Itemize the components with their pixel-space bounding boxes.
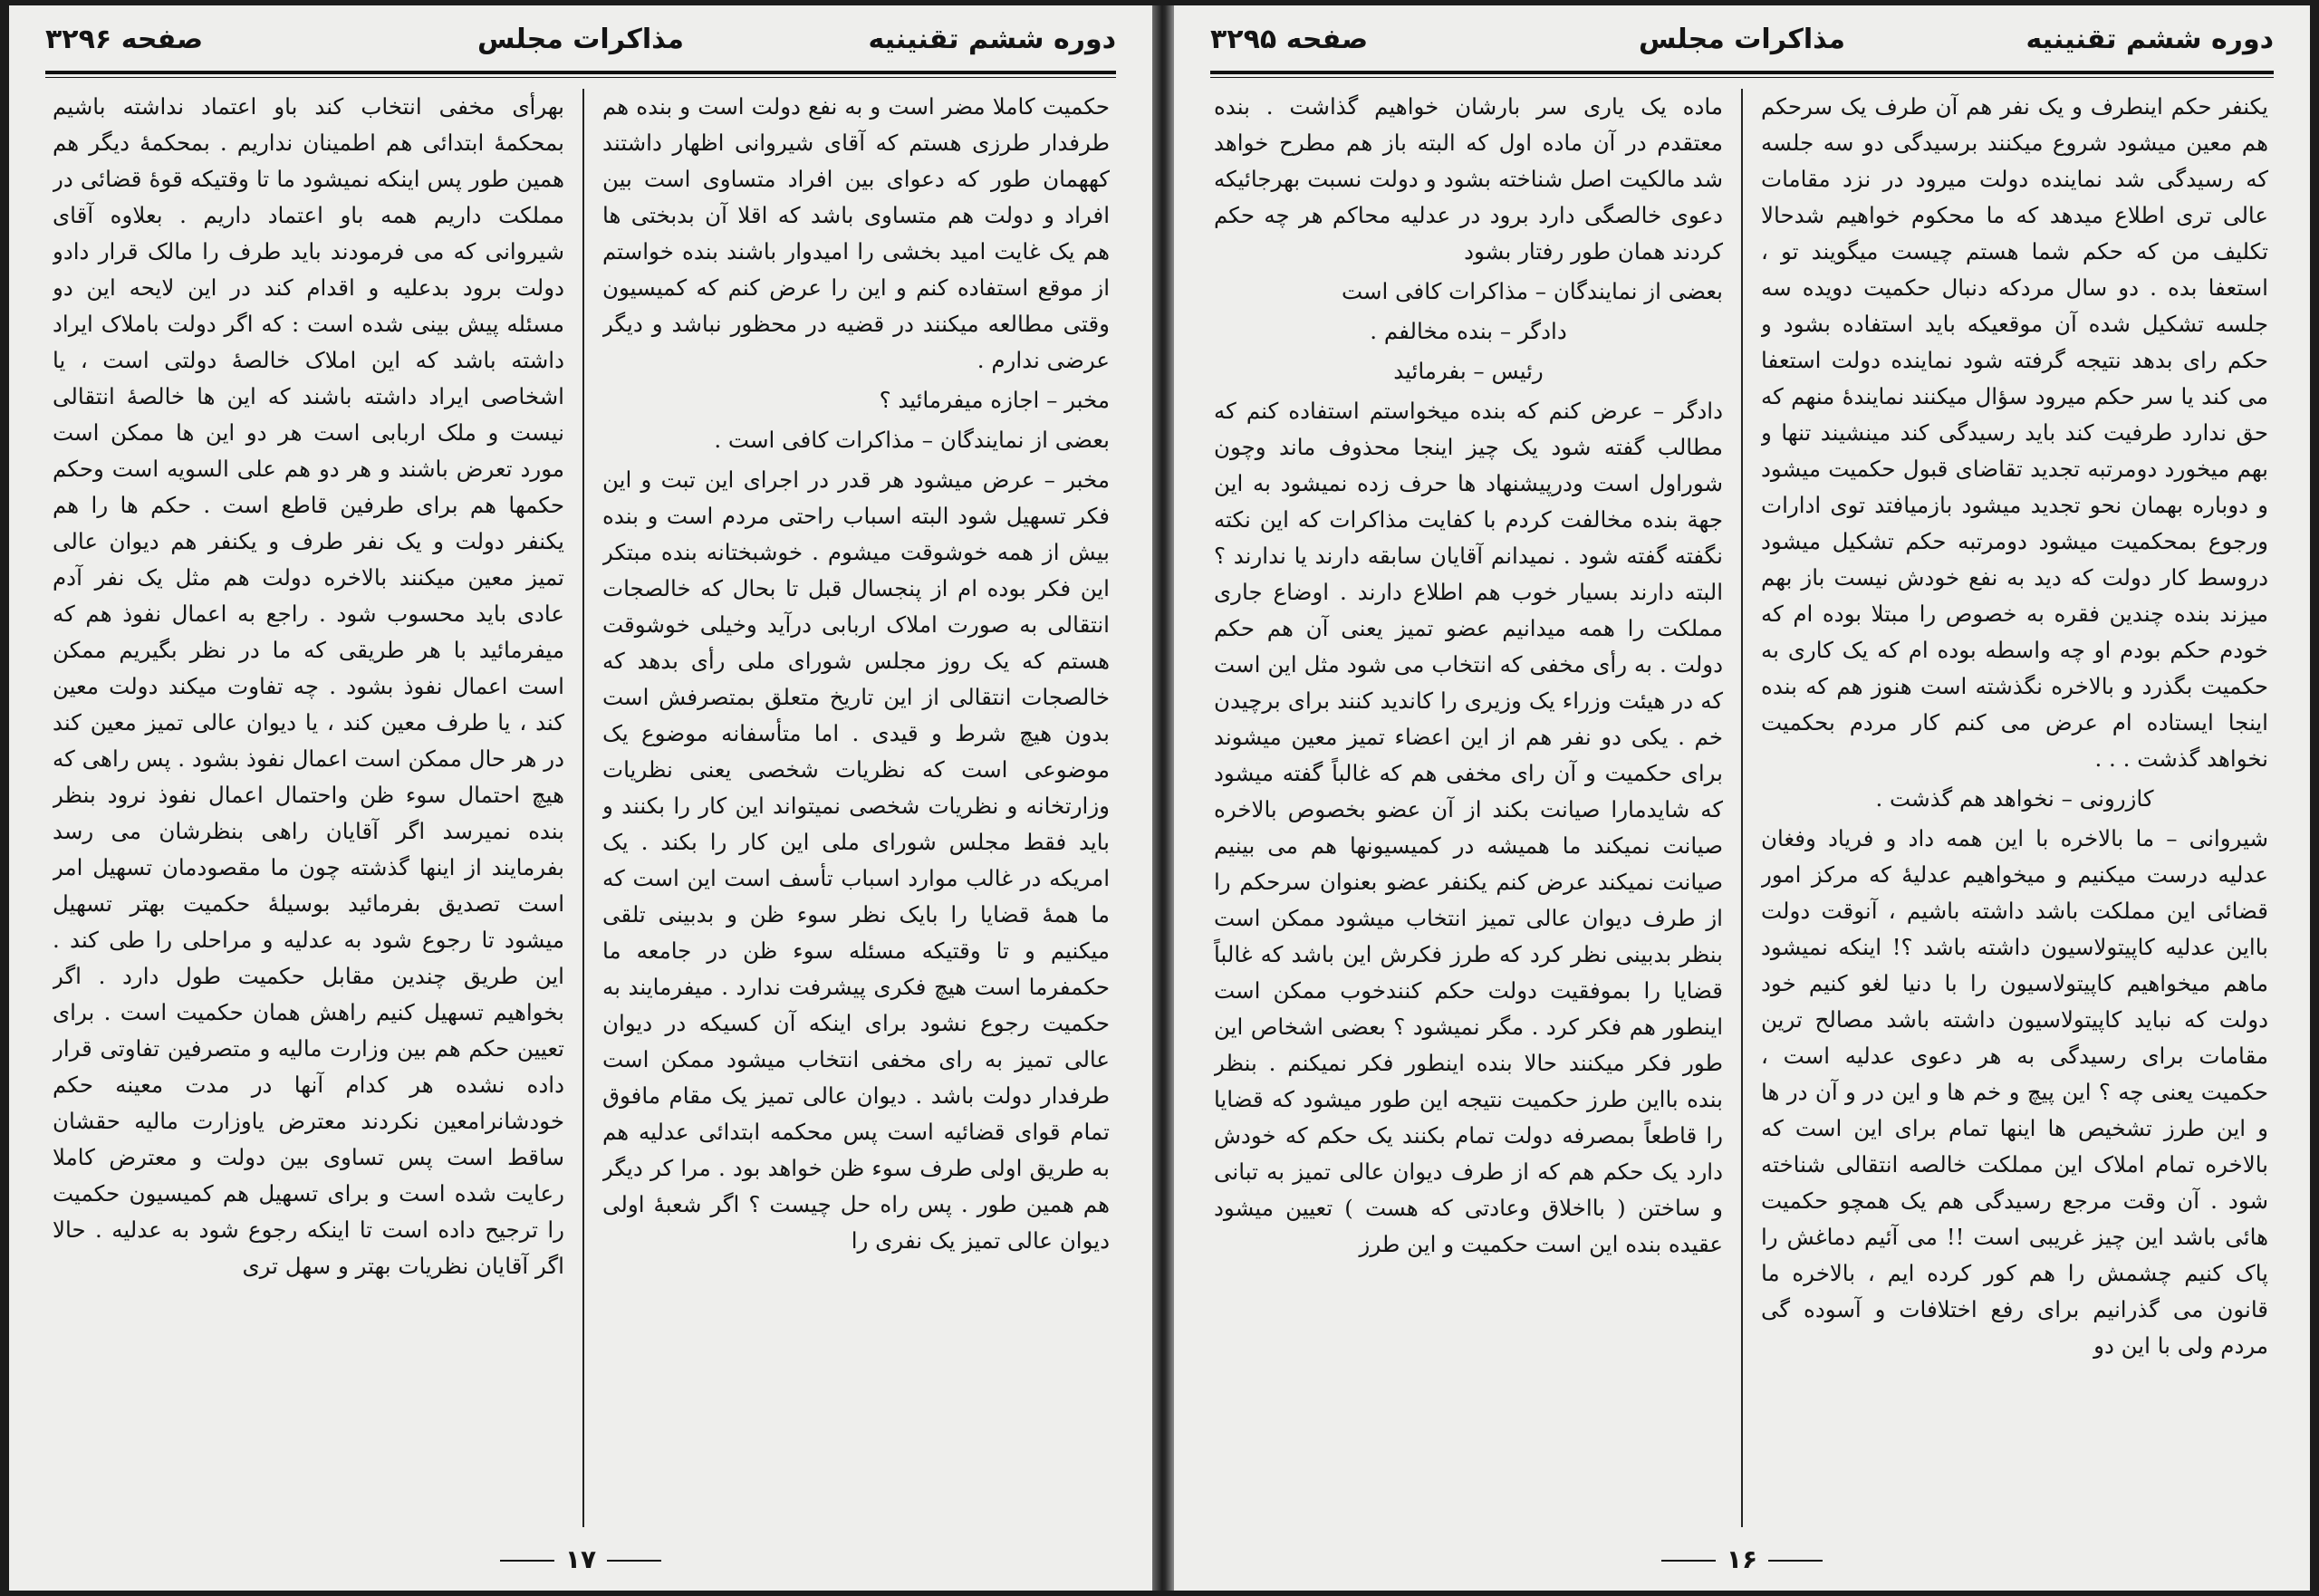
text-column-right xyxy=(602,89,1110,1527)
paragraph: ماده یک یاری سر بارشان خواهیم گذاشت . بنده معتقدم در آن ماده اول که البته باز هم مطرح خواهد شد مالکیت اصل شناخته بشود و دولت نسبت بهرجائیکه دعوی خالصگی دارد برود در عدلیه محاکم هر چه حکم کردند همان طور رفتار بشود xyxy=(1214,93,1723,264)
paragraph: کازرونی – نخواهد هم گذشت . xyxy=(1875,785,2154,812)
book-spread xyxy=(9,5,2310,1591)
paragraph: شیروانی – ما بالاخره با این همه داد و فریاد وفغان عدلیه درست میکنیم و میخواهیم عدلیهٔ که مرکز امور قضائی این مملکت باشد داشته باشیم ، آنوقت دولت بااین عدلیه کاپیتولاسیون داشته باشد ؟! اینکه نمیشود ماهم میخواهیم کاپیتولاسیون را با دنیا لغو کنیم خود دولت که نباید کاپیتولاسیون داشته باشد مصالح ترین مقامات برای رسیدگی به هر دعوی عدلیه است ، حکمیت یعنی چه ؟ این پیچ و خم ها و این در و آن در ها و این طرز تشخیص ها اینها تمام برای این است که بالاخره تمام املاک این مملکت خالصه انتقالی شناخته شود . آن وقت مرجع رسیدگی هم یک همچو حکمیت هائی باشد این چیز غریبی است !! می آئیم دماغش را پاک کنیم چشمش را هم کور کرده ایم ، بالاخره ما قانون می گذرانیم برای رفع اختلافات و آسوده گی مردم ولی با این دو xyxy=(1761,825,2268,1359)
dash xyxy=(1768,1560,1823,1562)
paragraph: رئیس – بفرمائید xyxy=(1393,358,1544,384)
paragraph: دادگر – بنده مخالفم . xyxy=(1370,318,1567,344)
paragraph: حکمیت کاملا مضر است و به نفع دولت است و بنده هم طرفدار طرزی هستم که آقای شیروانی اظهار داشتند کههمان طور که دعوای بین افراد متساوی است بین افراد و دولت هم متساوی باشد که اقلا آن بدبختی ها هم یک غایت امید بخشی را امیدوار باشند بنده خواستم از موقع استفاده کنم و این را عرض کنم که کمیسیون وقتی مطالعه میکنند در قضیه در محظور نباشد و دیگر عرضی ندارم . xyxy=(602,93,1110,373)
dash xyxy=(500,1560,554,1562)
page-label: صفحه ۳۲۹۵ xyxy=(1210,24,1369,55)
paragraph: مخبر – اجازه میفرمائید ؟ xyxy=(879,387,1110,413)
paragraph: مخبر – عرض میشود هر قدر در اجرای این تبت و این فکر تسهیل شود البته اسباب راحتی مردم است و بنده بیش از همه خوشوقت میشوم . خوشبختانه بنده مبتکر این فکر بوده ام از پنجسال قبل تا بحال که خالصجات انتقالی به صورت املاک اربابی درآید وخیلی خوشوقت هستم که یک روز مجلس شورای ملی رأی بدهد که خالصجات انتقالی از این تاریخ متعلق بمتصرفش است بدون هیچ شرط و قیدی . اما متأسفانه موضوع یک موضوعی است که نظریات شخصی یعنی نظریات وزارتخانه و نظریات شخصی نمیتواند این کار را بکنند و باید فقط مجلس شورای ملی این کار را بکند . یک امریکه در غالب موارد اسباب تأسف است این است که ما همهٔ قضایا را بایک نظر سوء ظن و بدبینی تلقی میکنیم و تا وقتیکه مسئله سوء ظن در جامعه ما حکمفرما است هیچ فکری پیشرفت ندارد . میفرمایند به حکمیت رجوع نشود برای اینکه آن کسیکه در دیوان عالی تمیز به رای مخفی انتخاب میشود ممکن است طرفدار دولت باشد . دیوان عالی تمیز یک مقام مافوق تمام قوای قضائیه است پس محکمه ابتدائی عدلیه هم به طریق اولی طرف سوء ظن خواهد بود . مرا کر دیگر هم همین طور . پس راه حل چیست ؟ اگر شعبهٔ اولی دیوان عالی تمیز یک نفری را xyxy=(602,466,1110,1254)
page-number xyxy=(9,1544,1152,1574)
center-title: مذاکرات مجلس xyxy=(1638,24,1846,55)
right-page-header xyxy=(1210,24,2274,69)
paragraph: یکنفر حکم اینطرف و یک نفر هم آن طرف یک سرحکم هم معین میشود شروع میکنند برسیدگی دو سه جلسه که رسیدگی شد نماینده دولت میرود در نزد مقامات عالی تری اطلاع میدهد که ما محکوم خواهیم شدحالا تکلیف من که حکم شما هستم چیست میگویند تو ، استعفا بده . دو سال مردکه دنبال حکمیت دویده سه جلسه تشکیل شده آن موقعیکه باید استفاده بشود و حکم رای بدهد نتیجه گرفته شود نماینده دولت استعفا می کند یا سر حکم میرود سؤال میکنند نمایندهٔ منهم که حق ندارد طرفیت کند باید رسیدگی کند مینشیند تنها و بهم میخورد دومرتبه تجدید تقاضای قبول حکمیت میشود و دوباره بهمان نحو تجدید میشود بازمیافتد توی ادارات ورجوع بمحکمیت میشود دومرتبه حکم تشکیل میشود دروسط کار دولت که دید به نفع خودش نیست باز بهم میزند بنده چندین فقره به خصوص را مبتلا بوده ام که خودم حکم بودم او چه واسطه بوده ام که یک کاری به حکمیت بگذرد و بالاخره نگذشته است هنوز هم که بنده اینجا ایستاده ام عرض می کنم کار مردم بحکمیت نخواهد گذشت . . . xyxy=(1761,93,2268,772)
session-label: دوره ششم تقنینیه xyxy=(2026,24,2274,55)
paragraph: بعضی از نمایندگان – مذاکرات کافی است . xyxy=(714,427,1110,453)
left-page xyxy=(9,5,1152,1591)
page-number xyxy=(1174,1544,2310,1574)
book-gutter xyxy=(1152,5,1174,1591)
dash xyxy=(1661,1560,1716,1562)
header-rule xyxy=(45,71,1116,78)
center-title: مذاکرات مجلس xyxy=(476,24,685,55)
page-label: صفحه ۳۲۹۶ xyxy=(45,24,204,55)
paragraph: بعضی از نمایندگان – مذاکرات کافی است xyxy=(1341,278,1723,304)
page-number-value: ۱۶ xyxy=(1726,1544,1758,1574)
column-divider xyxy=(1741,89,1743,1527)
header-rule xyxy=(1210,71,2274,78)
text-column-right xyxy=(1761,89,2268,1527)
paragraph: بهرأی مخفی انتخاب کند باو اعتماد نداشته باشیم بمحکمهٔ ابتدائی هم اطمینان نداریم . بمحکمهٔ دیگر هم همین طور پس اینکه نمیشود ما تا وقتیکه قوهٔ قضائی در مملکت داریم همه باو اعتماد داریم . بعلاوه آقای شیروانی که می فرمودند باید طرف را مالک قرار دادو دولت برود بدعلیه و اقدام کند در این لایحه این دو مسئله پیش بینی شده است : که اگر دولت باملاک ایراد داشته باشد که این املاک خالصهٔ دولتی است ، یا اشخاصی ایراد داشته باشند که این ها خالصهٔ انتقالی نیست و ملک اربابی است هر دو این ها ممکن است مورد تعرض باشند و هر دو هم علی السویه است وحکم حکمها هم برای طرفین قاطع است . حکم ها را هم یکنفر دولت و یک نفر طرف و یکنفر هم دیوان عالی تمیز معین میکنند بالاخره دولت هم مثل یک نفر آدم عادی باید محسوب شود . راجع به اعمال نفوذ هم که میفرمائید با هر طریقی که ما در نظر بگیریم ممکن است اعمال نفوذ بشود . چه تفاوت میکند دولت معین کند ، یا طرف معین کند ، یا دیوان عالی تمیز معین کند در هر حال ممکن است اعمال نفوذ بشود . پس راهی که هیچ احتمال سوء ظن واحتمال اعمال نفوذ نرود بنظر بنده نمیرسد اگر آقایان راهی بنظرشان می رسد بفرمایند از اینها گذشته چون ما مقصودمان تسهیل امر است تصدیق بفرمائید بوسیلهٔ حکمیت بهتر تسهیل میشود تا رجوع شود به عدلیه و مراحلی را طی کند . این طریق چندین مقابل حکمیت طول دارد . اگر بخواهیم تسهیل کنیم راهش همان حکمیت است . برای تعیین حکم هم بین وزارت مالیه و متصرفین تفاوتی قرار داده نشده هر کدام آنها در مدت معینه حکم خودشانرامعین نکردند معترض یاوزارت مالیه حقشان ساقط است پس تساوی بین دولت و معترض کاملا رعایت شده است و برای تسهیل هم کمیسیون حکمیت را ترجیح داده است تا اینکه رجوع شود به عدلیه . حالا اگر آقایان نظریات بهتر و سهل تری xyxy=(53,93,564,1279)
right-page xyxy=(1174,5,2310,1591)
text-column-left xyxy=(53,89,564,1527)
paragraph: دادگر – عرض کنم که بنده میخواستم استفاده کنم که مطالب گفته شود یک چیز اینجا محذوف ماند وچون شوراول است ودرپیشنهاد ها حرف زده نمیشود به این جهة بنده مخالفت کردم با کفایت مذاکرات که این نکته نگفته گفته شود . نمیدانم آقایان سابقه دارند یا ندارند ؟ البته دارند بسیار خوب هم اطلاع دارند . اوضاع جاری مملکت را همه میدانیم عضو تمیز یعنی آن هم حکم دولت . به رأی مخفی که انتخاب می شود مثل این است که در هیئت وزراء یک وزیری را کاندید کنند برای برچیدن خم . یکی دو نفر هم از این اعضاء تمیز معین میشوند برای حکمیت و آن رای مخفی هم که غالباً گفته میشود که شایدمارا صیانت بکند از آن عضو بخصوص بالاخره صیانت نمیکند ما همیشه در کمیسیونها هم می بینیم صیانت نمیکند عرض کنم یکنفر عضو بعنوان سرحکم را از طرف دیوان عالی تمیز انتخاب میشود ممکن است بنظر بدبینی نظر کرد که طرز فکرش این باشد که غالباً قضایا را بموفقیت دولت حکم کنندخوب ممکن است اینطور هم فکر کرد . مگر نمیشود ؟ بعضی اشخاص این طور فکر میکنند حالا بنده اینطور فکر نمیکنم . بنظر بنده بااین طرز حکمیت نتیجه این طور میشود که قضایا را قاطعاً بمصرفه دولت تمام بکنند یک حکم که خودش دارد یک حکم هم که از طرف دیوان عالی تمیز به تبانی و ساختن ( بااخلاق وعادتی که هست ) تعیین میشود عقیده بنده این است حکمیت و این طرز xyxy=(1214,398,1723,1257)
column-divider xyxy=(582,89,584,1527)
dash xyxy=(607,1560,661,1562)
page-number-value: ۱۷ xyxy=(564,1544,597,1574)
session-label: دوره ششم تقنینیه xyxy=(868,24,1116,55)
text-column-left xyxy=(1214,89,1723,1527)
left-page-header xyxy=(45,24,1116,69)
